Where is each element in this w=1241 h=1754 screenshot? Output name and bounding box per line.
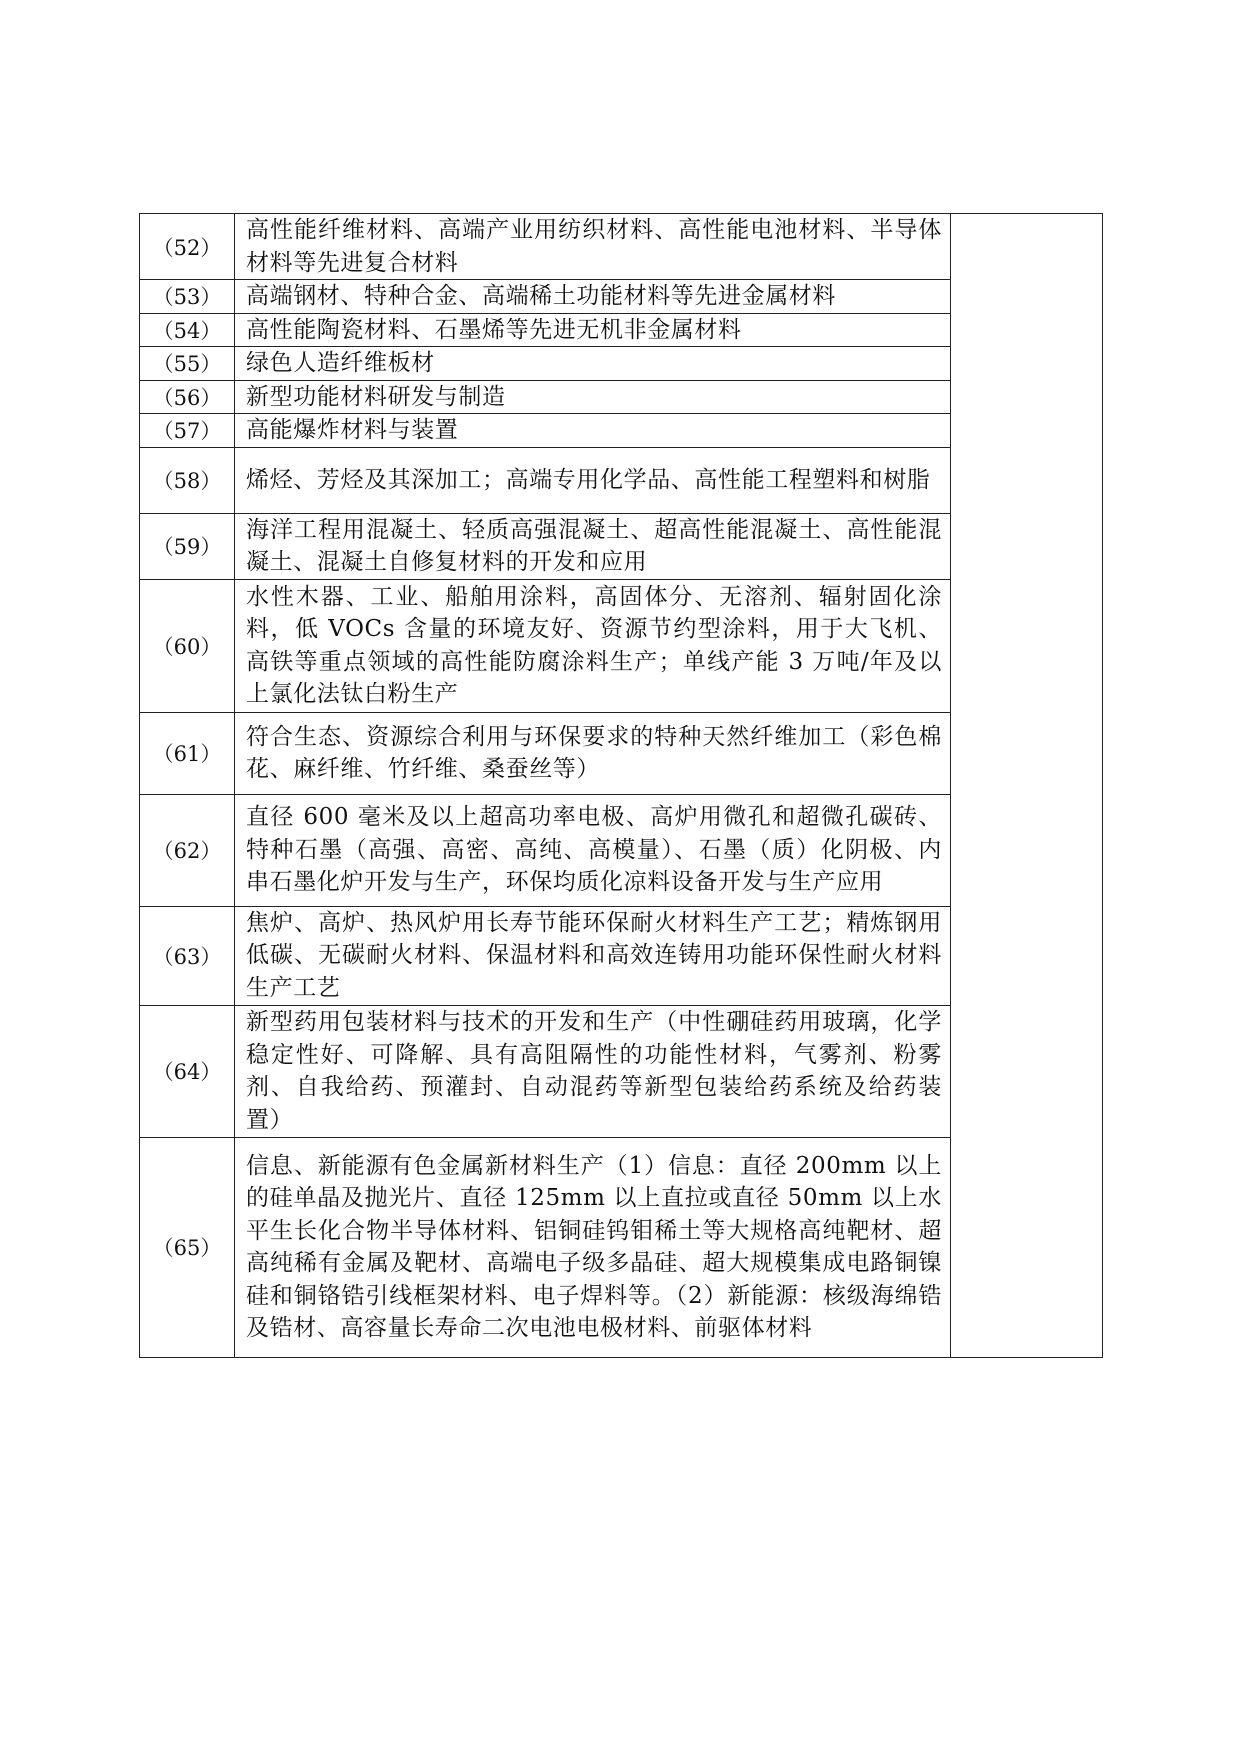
row-number: （60） bbox=[140, 579, 235, 712]
row-description: 新型药用包装材料与技术的开发和生产（中性硼硅药用玻璃，化学稳定性好、可降解、具有高阻隔性的功能性材料，气雾剂、粉雾剂、自我给药、预灌封、自动混药等新型包装给药系统及给药装置） bbox=[235, 1005, 951, 1137]
row-number: （57） bbox=[140, 414, 235, 448]
row-description: 焦炉、高炉、热风炉用长寿节能环保耐火材料生产工艺；精炼钢用低碳、无碳耐火材料、保温材料和高效连铸用功能环保性耐火材料生产工艺 bbox=[235, 906, 951, 1005]
row-number: （63） bbox=[140, 906, 235, 1005]
row-description: 高性能陶瓷材料、石墨烯等先进无机非金属材料 bbox=[235, 313, 951, 347]
row-description: 烯烃、芳烃及其深加工；高端专用化学品、高性能工程塑料和树脂 bbox=[235, 447, 951, 513]
row-number: （55） bbox=[140, 347, 235, 381]
row-number: （64） bbox=[140, 1005, 235, 1137]
row-number: （54） bbox=[140, 313, 235, 347]
row-description: 高端钢材、特种合金、高端稀土功能材料等先进金属材料 bbox=[235, 280, 951, 314]
row-remarks bbox=[951, 214, 1103, 1358]
row-number: （59） bbox=[140, 513, 235, 579]
row-description: 高能爆炸材料与装置 bbox=[235, 414, 951, 448]
row-number: （62） bbox=[140, 794, 235, 906]
row-description: 水性木器、工业、船舶用涂料，高固体分、无溶剂、辐射固化涂料，低 VOCs 含量的环境友好、资源节约型涂料，用于大飞机、高铁等重点领域的高性能防腐涂料生产；单线产能 3 万吨/年及以上氯化法钛白粉生产 bbox=[235, 579, 951, 712]
row-number: （53） bbox=[140, 280, 235, 314]
row-description: 直径 600 毫米及以上超高功率电极、高炉用微孔和超微孔碳砖、特种石墨（高强、高密、高纯、高模量）、石墨（质）化阴极、内串石墨化炉开发与生产，环保均质化凉料设备开发与生产应用 bbox=[235, 794, 951, 906]
row-number: （52） bbox=[140, 214, 235, 280]
row-number: （56） bbox=[140, 380, 235, 414]
catalog-table bbox=[139, 213, 1103, 1358]
row-number: （61） bbox=[140, 712, 235, 794]
row-description: 符合生态、资源综合利用与环保要求的特种天然纤维加工（彩色棉花、麻纤维、竹纤维、桑蚕丝等） bbox=[235, 712, 951, 794]
row-description: 新型功能材料研发与制造 bbox=[235, 380, 951, 414]
row-description: 海洋工程用混凝土、轻质高强混凝土、超高性能混凝土、高性能混凝土、混凝土自修复材料的开发和应用 bbox=[235, 513, 951, 579]
row-number: （65） bbox=[140, 1137, 235, 1357]
row-description: 高性能纤维材料、高端产业用纺织材料、高性能电池材料、半导体材料等先进复合材料 bbox=[235, 214, 951, 280]
row-description: 信息、新能源有色金属新材料生产（1）信息：直径 200mm 以上的硅单晶及抛光片、直径 125mm 以上直拉或直径 50mm 以上水平生长化合物半导体材料、铝铜硅钨钼稀土等大规格高纯靶材、超高纯稀有金属及靶材、高端电子级多晶硅、超大规模集成电路铜镍硅和铜铬锆引线框架材料、电子焊料等。（2）新能源：核级海绵锆及锆材、高容量长寿命二次电池电极材料、前驱体材料 bbox=[235, 1137, 951, 1357]
row-number: （58） bbox=[140, 447, 235, 513]
row-description: 绿色人造纤维板材 bbox=[235, 347, 951, 381]
table-row bbox=[140, 214, 1103, 280]
